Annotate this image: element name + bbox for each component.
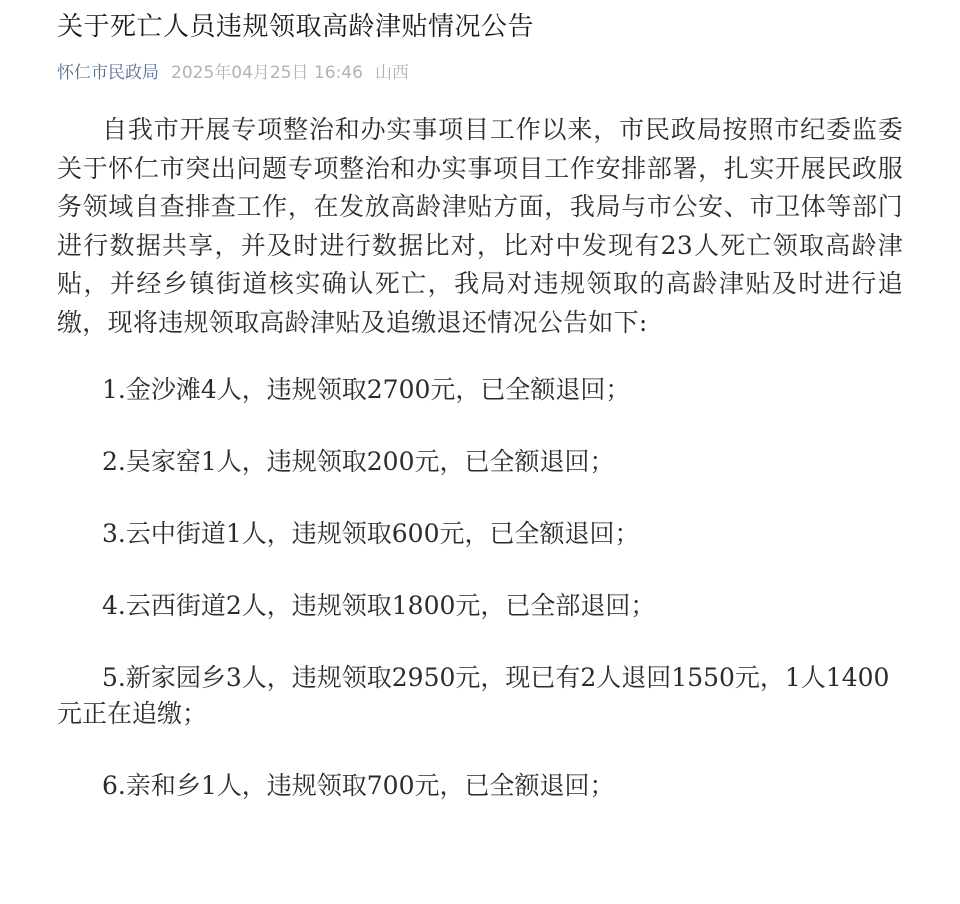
- intro-paragraph: 自我市开展专项整治和办实事项目工作以来，市民政局按照市纪委监委关于怀仁市突出问题专项整治和办实事项目工作安排部署，扎实开展民政服务领域自查排查工作，在发放高龄津贴方面，我局与市公安、市卫体等部门进行数据共享，并及时进行数据比对，比对中发现有23人死亡领取高龄津贴，并经乡镇街道核实确认死亡，我局对违规领取的高龄津贴及时进行追缴，现将违规领取高龄津贴及追缴退还情况公告如下:: [57, 115, 903, 337]
- article-content: [57, 111, 903, 804]
- list-item-6: 6.亲和乡1人，违规领取700元，已全额退回；: [102, 771, 615, 800]
- list-item-5: 5.新家园乡3人，违规领取2950元，现已有2人退回1550元，1人1400元正在追缴；: [57, 663, 890, 728]
- publish-date: 2025年04月25日 16:46: [171, 63, 363, 83]
- publish-region: 山西: [374, 63, 409, 83]
- list-item-2: 2.吴家窑1人，违规领取200元，已全额退回；: [102, 447, 615, 476]
- source-account-link[interactable]: 怀仁市民政局: [57, 63, 159, 83]
- article-title: 关于死亡人员违规领取高龄津贴情况公告: [57, 12, 535, 42]
- article-meta: [57, 61, 903, 85]
- list-item-1: 1.金沙滩4人，违规领取2700元，已全额退回；: [102, 375, 631, 404]
- article: [57, 0, 903, 804]
- list-item-3: 3.云中街道1人，违规领取600元，已全额退回；: [102, 519, 640, 548]
- list-item-4: 4.云西街道2人，违规领取1800元，已全部退回；: [102, 591, 656, 620]
